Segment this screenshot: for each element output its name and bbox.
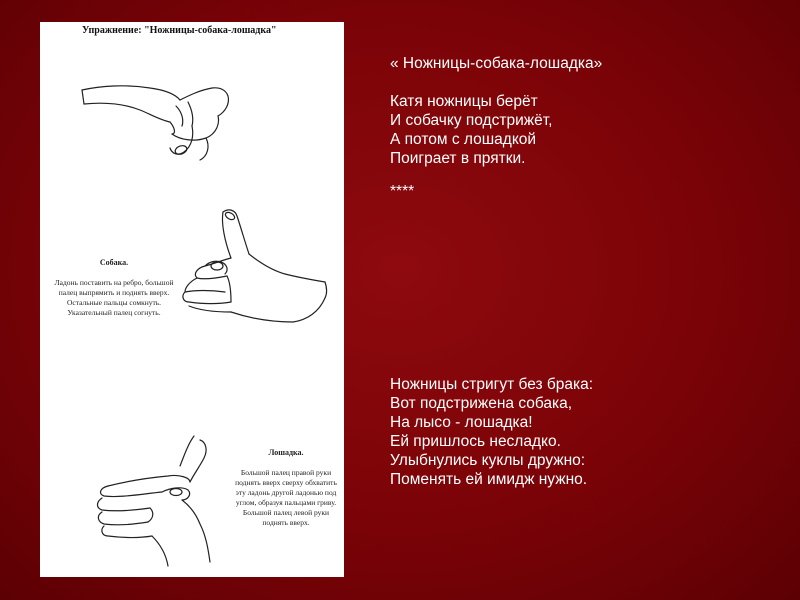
dog-hand-drawing: [175, 202, 340, 332]
poem-stanza-1: Катя ножницы берёт И собачку подстрижёт, А потом с лошадкой Поиграет в прятки.: [390, 93, 553, 167]
horse-caption-body: Большой палец правой руки поднять вверх сверху обхватить эту ладонь другой ладонью под углом, образуя пальцами гриву. Большой палец левой руки поднять вверх.: [235, 468, 337, 527]
dog-caption-head: Собака.: [99, 258, 129, 267]
horse-hand-drawing: [90, 432, 230, 572]
dog-caption: [40, 248, 188, 318]
dog-caption-body: Ладонь поставить на ребро, большой палец выпрямить и поднять вверх. Остальные пальцы сомкнуть. Указательный палец согнуть.: [54, 278, 174, 317]
horse-caption-head: Лошадка.: [268, 448, 304, 457]
poem-separator: ****: [390, 183, 415, 200]
scissors-hand-drawing: [80, 60, 240, 170]
poem-title: « Ножницы-собака-лошадка»: [390, 55, 603, 72]
exercise-sheet: [40, 22, 344, 577]
horse-caption: [230, 438, 342, 528]
poem-stanza-2: Ножницы стригут без брака: Вот подстрижена собака, На лысо - лошадка! Ей пришлось несладко. Улыбнулись куклы дружно: Поменять ей имидж нужно.: [390, 376, 594, 488]
sheet-title: Упражнение: "Ножницы-собака-лошадка": [82, 25, 277, 36]
